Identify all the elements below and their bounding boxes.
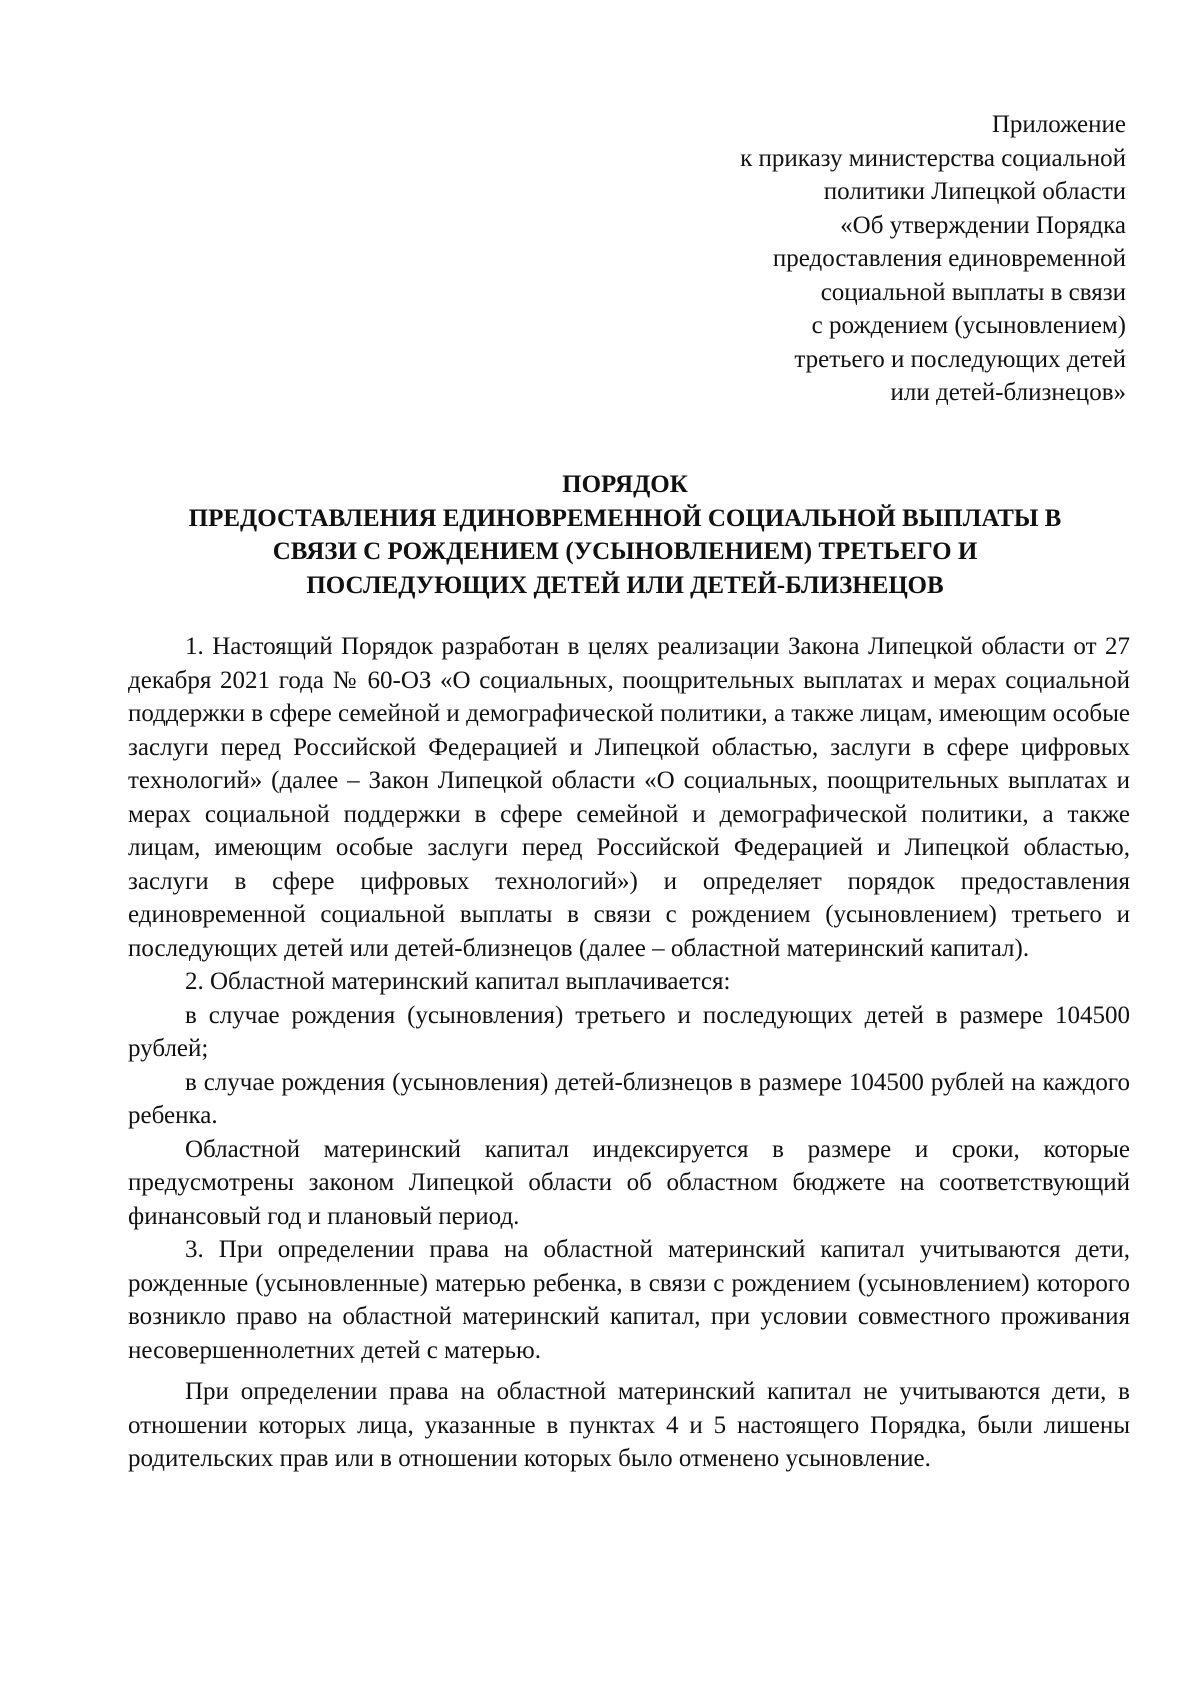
document-body — [128, 630, 1130, 1476]
paragraph-1: 1. Настоящий Порядок разработан в целях реализации Закона Липецкой области от 27 декабря 2021 года № 60-ОЗ «О социальных, поощрительных выплатах и мерах социальной поддержки в сфере семейной и демографической политики, а также лицам, имеющим особые заслуги перед Российской Федерацией и Липецкой областью, заслуги в сфере цифровых технологий» (далее – Закон Липецкой области «О социальных, поощрительных выплатах и мерах социальной поддержки в сфере семейной и демографической политики, а также лицам, имеющим особые заслуги перед Российской Федерацией и Липецкой областью, заслуги в сфере цифровых технологий») и определяет порядок предоставления единовременной социальной выплаты в связи с рождением (усыновлением) третьего и последующих детей или детей-близнецов (далее – областной материнский капитал). — [128, 633, 1130, 962]
paragraph-indexation: Областной материнский капитал индексируется в размере и сроки, которые предусмотрены законом Липецкой области об областном бюджете на соответствующий финансовый год и плановый период. — [128, 1135, 1130, 1230]
document-title — [120, 468, 1130, 602]
paragraph-2: 2. Областной материнский капитал выплачивается: — [185, 968, 731, 995]
title-line: ПОСЛЕДУЮЩИХ ДЕТЕЙ ИЛИ ДЕТЕЙ-БЛИЗНЕЦОВ — [306, 571, 944, 599]
appendix-line: третьего и последующих детей — [794, 345, 1126, 373]
appendix-line: политики Липецкой области — [823, 178, 1126, 205]
appendix-line: или детей-близнецов» — [890, 379, 1126, 406]
title-line: ПОРЯДОК — [562, 471, 688, 498]
appendix-line: «Об утверждении Порядка — [840, 211, 1126, 239]
title-line: СВЯЗИ С РОЖДЕНИЕМ (УСЫНОВЛЕНИЕМ) ТРЕТЬЕГО И — [272, 538, 978, 565]
appendix-line: социальной выплаты в связи — [820, 278, 1126, 306]
paragraph-3: 3. При определении права на областной материнский капитал учитываются дети, рожденные (усыновленные) матерью ребенка, в связи с рождением (усыновлением) которого возникло право на областной материнский капитал, при условии совместного проживания несовершеннолетних детей с матерью. — [128, 1236, 1130, 1364]
paragraph-3-exclusion: При определении права на областной материнский капитал не учитываются дети, в отношении которых лица, указанные в пунктах 4 и 5 настоящего Порядка, были лишены родительских прав или в отношении которых было отменено усыновление. — [128, 1378, 1130, 1472]
appendix-line: предоставления единовременной — [772, 245, 1126, 272]
appendix-line: с рождением (усыновлением) — [811, 312, 1126, 339]
title-line: ПРЕДОСТАВЛЕНИЯ ЕДИНОВРЕМЕННОЙ СОЦИАЛЬНОЙ ВЫПЛАТЫ В — [188, 504, 1062, 532]
paragraph-2-item-2: в случае рождения (усыновления) детей-близнецов в размере 104500 рублей на каждого ребенка. — [128, 1068, 1130, 1129]
paragraph-2-item-1: в случае рождения (усыновления) третьего и последующих детей в размере 104500 рублей; — [128, 1001, 1130, 1062]
appendix-line: Приложение — [991, 111, 1126, 138]
appendix-line: к приказу министерства социальной — [740, 144, 1126, 172]
appendix-heading — [606, 108, 1126, 410]
